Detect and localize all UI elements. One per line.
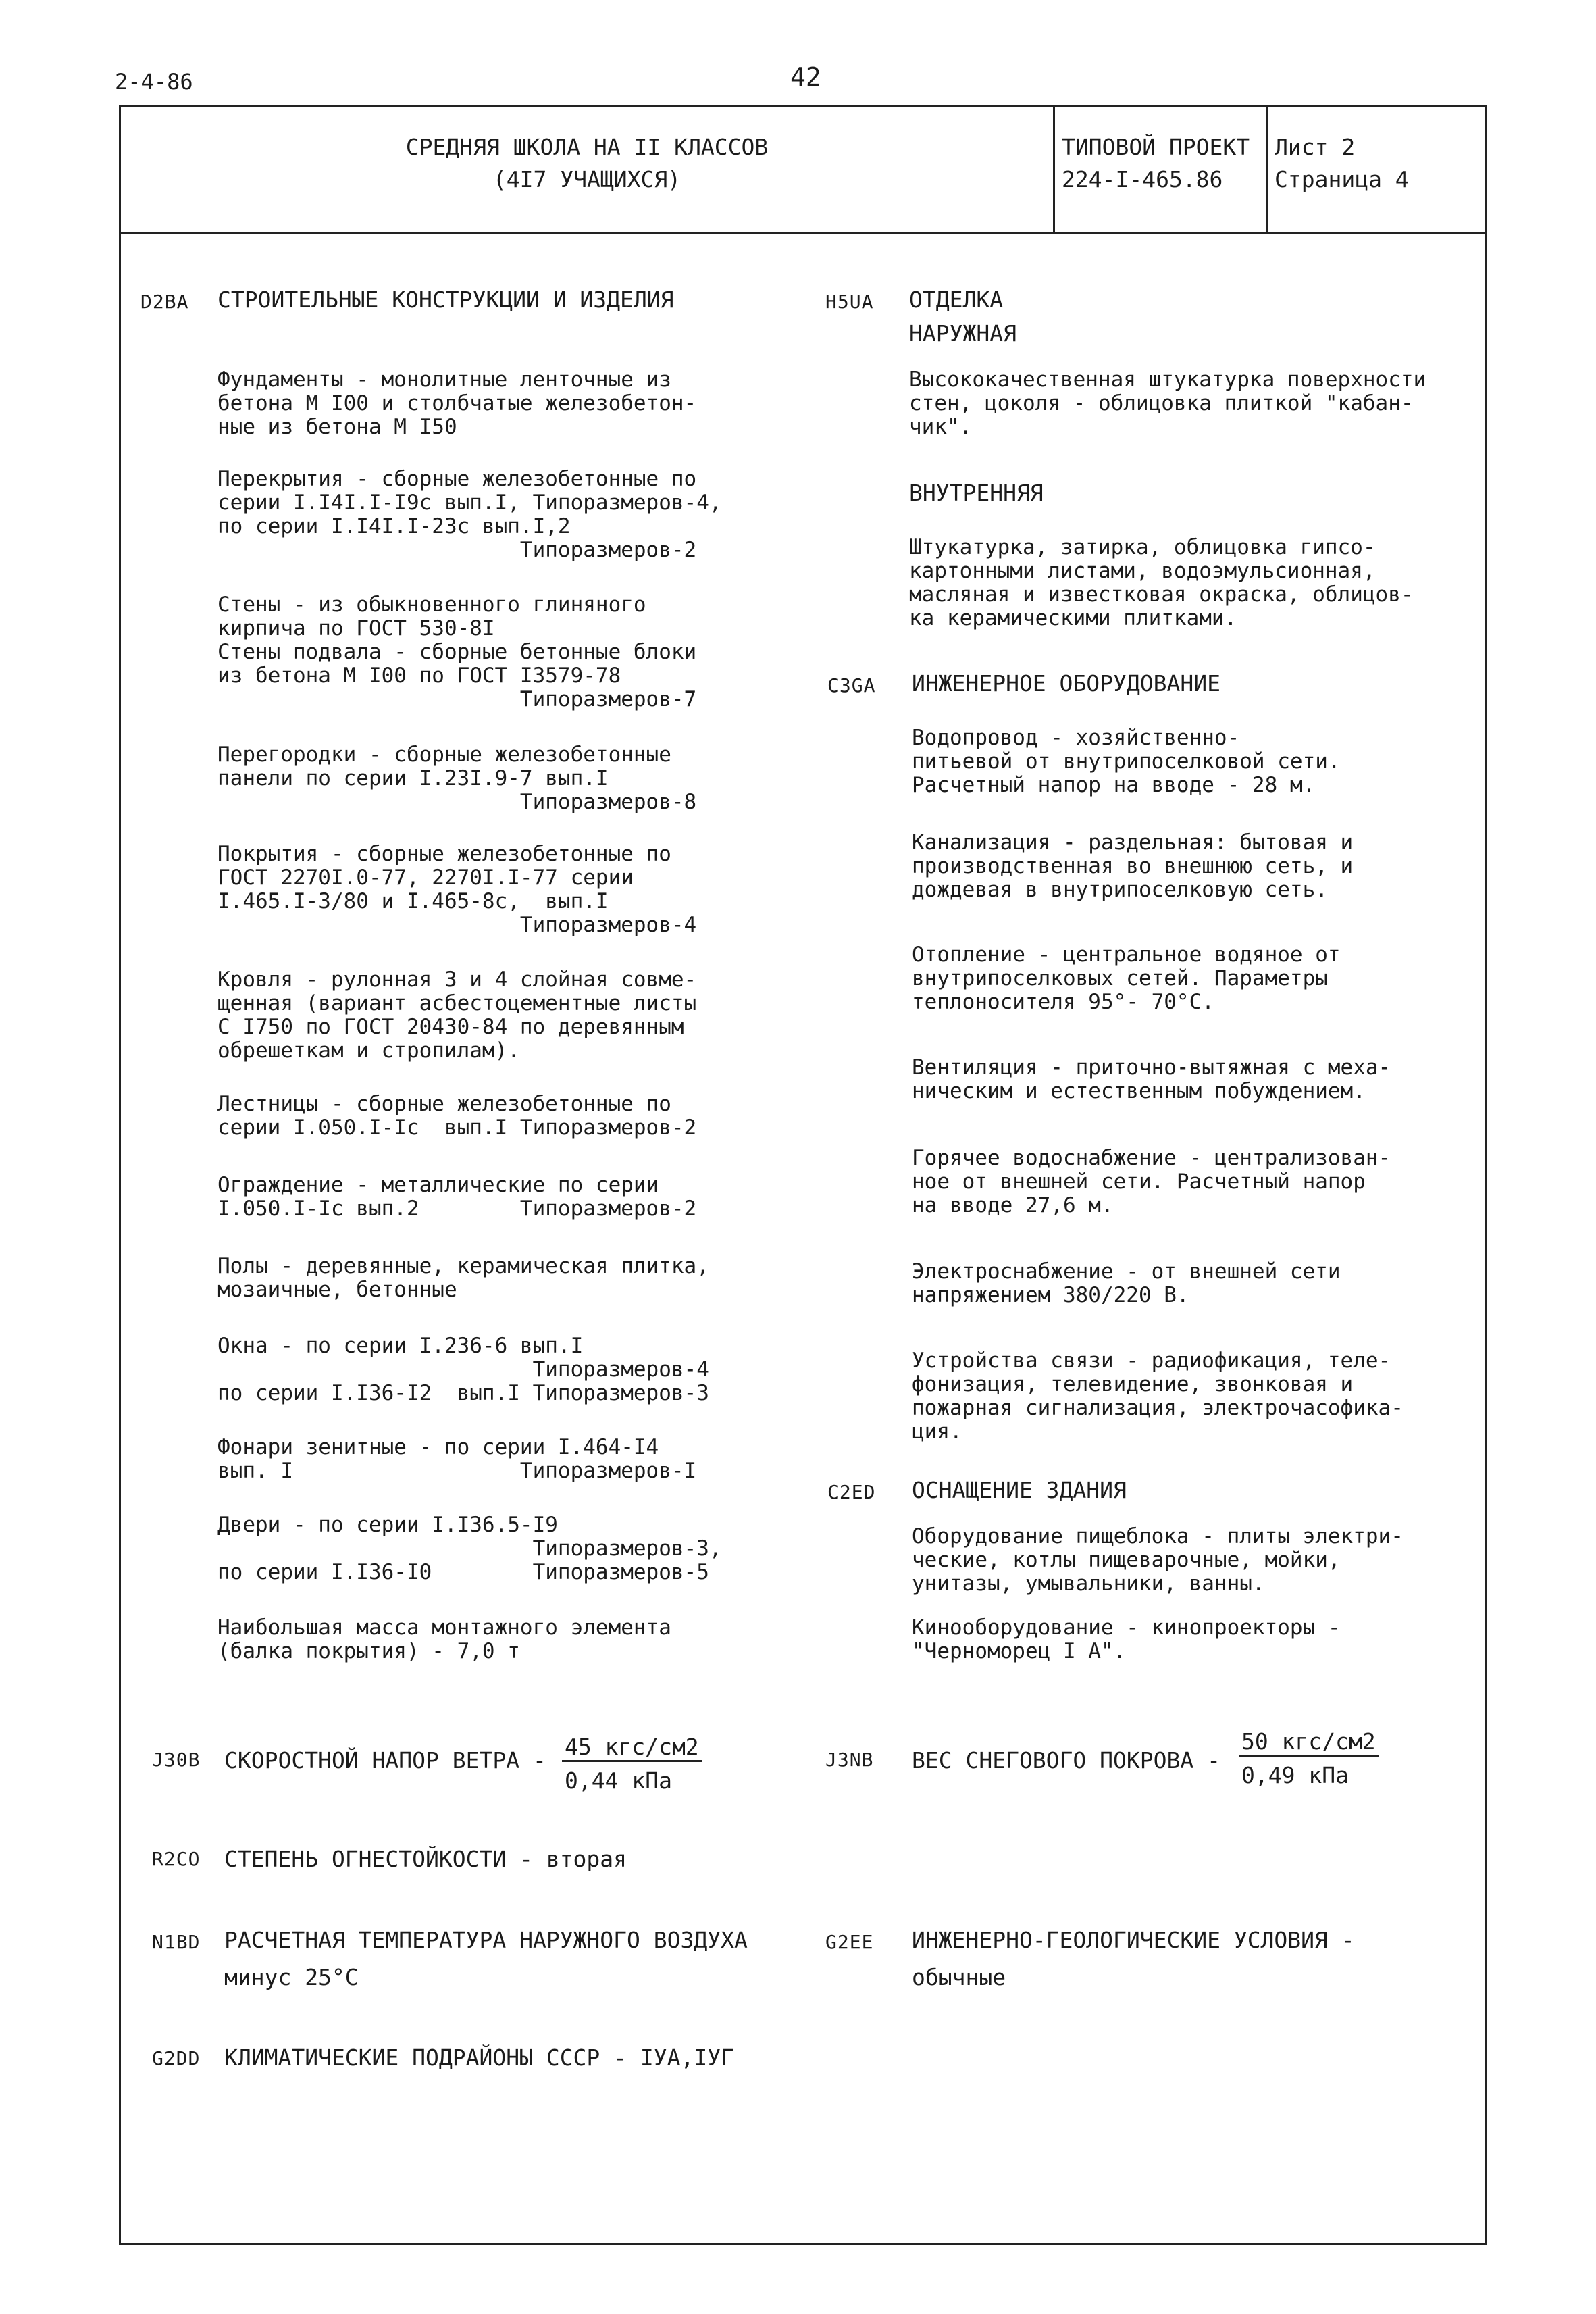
paragraph-sewerage: Канализация - раздельная: бытовая и производственная во внешнюю сеть, и дождевая в внутрипоселковую сеть.	[912, 830, 1354, 902]
subheading-exterior: НАРУЖНАЯ	[909, 320, 1016, 347]
paragraph-exterior-finish: Высококачественная штукатурка поверхности стен, цоколя - облицовка плиткой "кабан- чик".	[909, 368, 1426, 439]
paragraph-interior-finish: Штукатурка, затирка, облицовка гипсо- картонными листами, водоэмульсионная, масляная и известковая окраска, облицов- ка керамическими плитками.	[909, 535, 1414, 630]
paragraph-communications: Устройства связи - радиофикация, теле- фонизация, телевидение, звонковая и пожарная сигнализация, электрочасофика- ция.	[912, 1349, 1404, 1444]
wind-pressure-label: СКОРОСТНОЙ НАПОР ВЕТРА -	[224, 1747, 546, 1774]
paragraph-ventilation: Вентиляция - приточно-вытяжная с меха- ническим и естественным побуждением.	[912, 1055, 1391, 1103]
section-code: J30B	[152, 1749, 201, 1771]
section-code: J3NB	[825, 1749, 874, 1771]
geology-heading: ИНЖЕНЕРНО-ГЕОЛОГИЧЕСКИЕ УСЛОВИЯ -	[912, 1927, 1355, 1953]
paragraph-foundations: Фундаменты - монолитные ленточные из бетона М I00 и столбчатые железобетон- ные из бетона М I50	[217, 368, 697, 439]
paragraph-cinema-equipment: Кинооборудование - кинопроекторы - "Черноморец I А".	[912, 1615, 1341, 1663]
paragraph-skylights: Фонари зенитные - по серии I.464-I4 вып. I Типоразмеров-I	[217, 1435, 697, 1483]
section-code: G2EE	[825, 1931, 874, 1953]
paragraph-kitchen-equipment: Оборудование пищеблока - плиты электри- ческие, котлы пищеварочные, мойки, унитазы, умывальники, ванны.	[912, 1524, 1404, 1596]
outdoor-temperature-heading: РАСЧЕТНАЯ ТЕМПЕРАТУРА НАРУЖНОГО ВОЗДУХА	[224, 1927, 748, 1953]
paragraph-partitions: Перегородки - сборные железобетонные панели по серии I.23I.9-7 вып.I Типоразмеров-8	[217, 743, 697, 814]
wind-pressure-fraction	[562, 1734, 702, 1794]
title-block	[121, 107, 1485, 234]
sheet-line: Лист 2	[1275, 134, 1356, 160]
paragraph-floors: Полы - деревянные, керамическая плитка, мозаичные, бетонные	[217, 1254, 709, 1302]
section-code: H5UA	[825, 291, 874, 313]
section-heading-engineering: ИНЖЕНЕРНОЕ ОБОРУДОВАНИЕ	[912, 670, 1220, 697]
snow-load-value-kpa: 0,49 кПа	[1241, 1762, 1349, 1788]
paragraph-railings: Ограждение - металлические по серии I.050.I-Iс вып.2 Типоразмеров-2	[217, 1173, 697, 1221]
paragraph-roof-slabs: Покрытия - сборные железобетонные по ГОСТ 2270I.0-77, 2270I.I-77 серии I.465.I-3/80 и I.465-8с, вып.I Типоразмеров-4	[217, 842, 697, 937]
paragraph-hot-water: Горячее водоснабжение - централизован- ное от внешней сети. Расчетный напор на вводе 27,6 м.	[912, 1146, 1391, 1217]
subheading-interior: ВНУТРЕННЯЯ	[909, 480, 1044, 506]
section-code: C3GA	[827, 674, 876, 697]
paragraph-floors-slabs: Перекрытия - сборные железобетонные по серии I.I4I.I-I9с вып.I, Типоразмеров-4, по серии I.I4I.I-23с вып.I,2 Типоразмеров-2	[217, 467, 722, 562]
section-code: N1BD	[152, 1931, 201, 1953]
fire-resistance-text: СТЕПЕНЬ ОГНЕСТОЙКОСТИ - вторая	[224, 1846, 627, 1872]
outdoor-temperature-value: минус 25°С	[224, 1964, 359, 1990]
snow-load-value: 50 кгс/см2	[1239, 1728, 1379, 1757]
section-code: G2DD	[152, 2047, 201, 2069]
title-line: (4I7 УЧАЩИХСЯ)	[492, 166, 681, 193]
wind-pressure-value-kpa: 0,44 кПа	[565, 1767, 672, 1794]
page-number: 42	[790, 62, 821, 92]
snow-load-fraction	[1239, 1728, 1379, 1788]
paragraph-windows: Окна - по серии I.236-6 вып.I Типоразмеров-4 по серии I.I36-I2 вып.I Типоразмеров-3	[217, 1334, 709, 1405]
paragraph-doors: Двери - по серии I.I36.5-I9 Типоразмеров-3, по серии I.I36-I0 Типоразмеров-5	[217, 1513, 722, 1584]
section-code: C2ED	[827, 1481, 876, 1503]
project-line: 224-I-465.86	[1062, 166, 1223, 193]
sheet-line: Страница 4	[1275, 166, 1409, 193]
paragraph-max-mass: Наибольшая масса монтажного элемента (балка покрытия) - 7,0 т	[217, 1615, 671, 1663]
wind-pressure-value: 45 кгс/см2	[562, 1734, 702, 1762]
paragraph-walls: Стены - из обыкновенного глиняного кирпича по ГОСТ 530-8I Стены подвала - сборные бетонные блоки из бетона М I00 по ГОСТ I3579-78 Типоразмеров-7	[217, 593, 697, 711]
paragraph-power-supply: Электроснабжение - от внешней сети напряжением 380/220 В.	[912, 1259, 1341, 1307]
title-cell	[121, 107, 1055, 232]
section-code: D2BA	[140, 291, 189, 313]
geology-value: обычные	[912, 1964, 1006, 1990]
paragraph-roofing: Кровля - рулонная 3 и 4 слойная совме- щенная (вариант асбестоцементные листы С I750 по ГОСТ 20430-84 по деревянным обрешеткам и стропилам).	[217, 967, 697, 1063]
snow-load-label: ВЕС СНЕГОВОГО ПОКРОВА -	[912, 1747, 1220, 1774]
title-line: СРЕДНЯЯ ШКОЛА НА II КЛАССОВ	[405, 134, 769, 160]
section-heading-finishing: ОТДЕЛКА	[909, 286, 1004, 313]
paragraph-water-supply: Водопровод - хозяйственно- питьевой от внутрипоселковой сети. Расчетный напор на вводе - 28 м.	[912, 726, 1341, 797]
section-heading-constructions: СТРОИТЕЛЬНЫЕ КОНСТРУКЦИИ И ИЗДЕЛИЯ	[217, 286, 674, 313]
paragraph-stairs: Лестницы - сборные железобетонные по серии I.050.I-Iс вып.I Типоразмеров-2	[217, 1092, 697, 1140]
project-line: ТИПОВОЙ ПРОЕКТ	[1062, 134, 1250, 160]
section-code: R2CO	[152, 1848, 201, 1870]
paragraph-heating: Отопление - центральное водяное от внутрипоселковых сетей. Параметры теплоносителя 95°- 70°С.	[912, 942, 1341, 1014]
project-cell	[1055, 107, 1268, 232]
sheet-cell	[1268, 107, 1485, 232]
section-heading-equipment: ОСНАЩЕНИЕ ЗДАНИЯ	[912, 1477, 1127, 1503]
document-code: 2-4-86	[115, 69, 193, 95]
climate-subregions-text: КЛИМАТИЧЕСКИЕ ПОДРАЙОНЫ СССР - IУА,IУГ	[224, 2044, 734, 2071]
